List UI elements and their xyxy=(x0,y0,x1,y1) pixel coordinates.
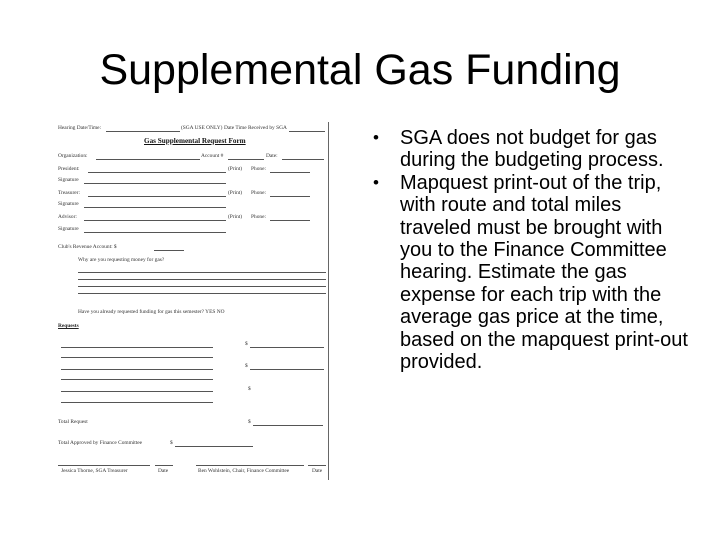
form-line xyxy=(58,465,150,466)
phone-label: Phone: xyxy=(251,190,266,196)
date-word: Date xyxy=(158,468,169,474)
signature-label: Signature xyxy=(58,226,79,232)
form-line xyxy=(84,232,226,233)
why-question: Why are you requesting money for gas? xyxy=(78,257,165,263)
date-received-label: Date Time Received by SGA xyxy=(224,125,287,131)
form-line xyxy=(308,465,326,466)
form-line xyxy=(106,131,180,132)
print-label: (Print) xyxy=(228,166,243,172)
form-line xyxy=(78,286,326,287)
advisor-label: Advisor: xyxy=(58,214,77,220)
form-line xyxy=(88,172,226,173)
president-label: President: xyxy=(58,166,80,172)
phone-label: Phone: xyxy=(251,214,266,220)
form-right-edge xyxy=(328,122,329,480)
form-line xyxy=(84,220,226,221)
dollar-sign: $ xyxy=(248,386,251,392)
bullet-list xyxy=(370,127,690,373)
dollar-sign: $ xyxy=(245,341,248,347)
clubs-revenue-label: Club's Revenue Account: $ xyxy=(58,244,117,250)
account-label: Account # xyxy=(201,153,224,159)
chair-signature-label: Ben Wohlstein, Chair, Finance Committee xyxy=(198,468,290,474)
form-line xyxy=(270,220,310,221)
total-request-label: Total Request xyxy=(58,419,88,425)
signature-label: Signature xyxy=(58,177,79,183)
total-approved-label: Total Approved by Finance Committee xyxy=(58,440,143,446)
form-line xyxy=(250,369,324,370)
form-line xyxy=(175,446,253,447)
signature-label: Signature xyxy=(58,201,79,207)
form-line xyxy=(282,159,324,160)
form-line xyxy=(61,357,213,358)
treasurer-signature-label: Jessica Thorne, SGA Treasurer xyxy=(61,468,128,474)
date-word: Date xyxy=(312,468,323,474)
form-line xyxy=(61,391,213,392)
form-line xyxy=(155,465,173,466)
treasurer-label: Treasurer: xyxy=(58,190,80,196)
bullet-text: SGA does not budget for gas during the budgeting process. xyxy=(400,127,664,172)
form-line xyxy=(270,196,310,197)
form-line xyxy=(61,402,213,403)
form-line xyxy=(96,159,200,160)
form-line xyxy=(196,465,304,466)
gas-request-form-image xyxy=(58,122,338,482)
form-line xyxy=(289,131,325,132)
office-use-label: (SGA USE ONLY) xyxy=(181,125,223,131)
form-line xyxy=(250,347,324,348)
organization-label: Organization: xyxy=(58,153,88,159)
form-line xyxy=(84,207,226,208)
form-line xyxy=(270,172,310,173)
bullet-dot-icon: • xyxy=(373,172,379,192)
date-label: Date: xyxy=(266,153,278,159)
print-label: (Print) xyxy=(228,190,243,196)
print-label: (Print) xyxy=(228,214,243,220)
form-title: Gas Supplemental Request Form xyxy=(144,137,246,145)
form-line xyxy=(253,425,323,426)
bullet-dot-icon: • xyxy=(373,128,379,147)
phone-label: Phone: xyxy=(251,166,266,172)
slide-title: Supplemental Gas Funding xyxy=(99,46,621,94)
form-line xyxy=(78,279,326,280)
form-line xyxy=(88,196,226,197)
form-line xyxy=(78,293,326,294)
bullet-text: Mapquest print-out of the trip, with route and total miles traveled must be brought with you to the Finance Committee hearing. Estimate the gas expense for each trip with the average gas price at the time, based on the mapquest print-out provided. xyxy=(400,171,688,374)
form-line xyxy=(78,272,326,273)
dollar-sign: $ xyxy=(245,363,248,369)
dollar-sign: $ xyxy=(248,419,251,425)
hearing-label: Hearing Date/Time: xyxy=(58,125,102,131)
form-line xyxy=(61,379,213,380)
bullet-item xyxy=(370,172,690,374)
form-line xyxy=(228,159,264,160)
form-line xyxy=(61,347,213,348)
form-line xyxy=(154,250,184,251)
dollar-sign: $ xyxy=(170,440,173,446)
form-line xyxy=(61,369,213,370)
bullet-item xyxy=(370,127,690,172)
funding-question: Have you already requested funding for gas this semester? YES NO xyxy=(78,309,225,315)
form-line xyxy=(84,183,226,184)
requests-heading: Requests xyxy=(58,323,79,329)
